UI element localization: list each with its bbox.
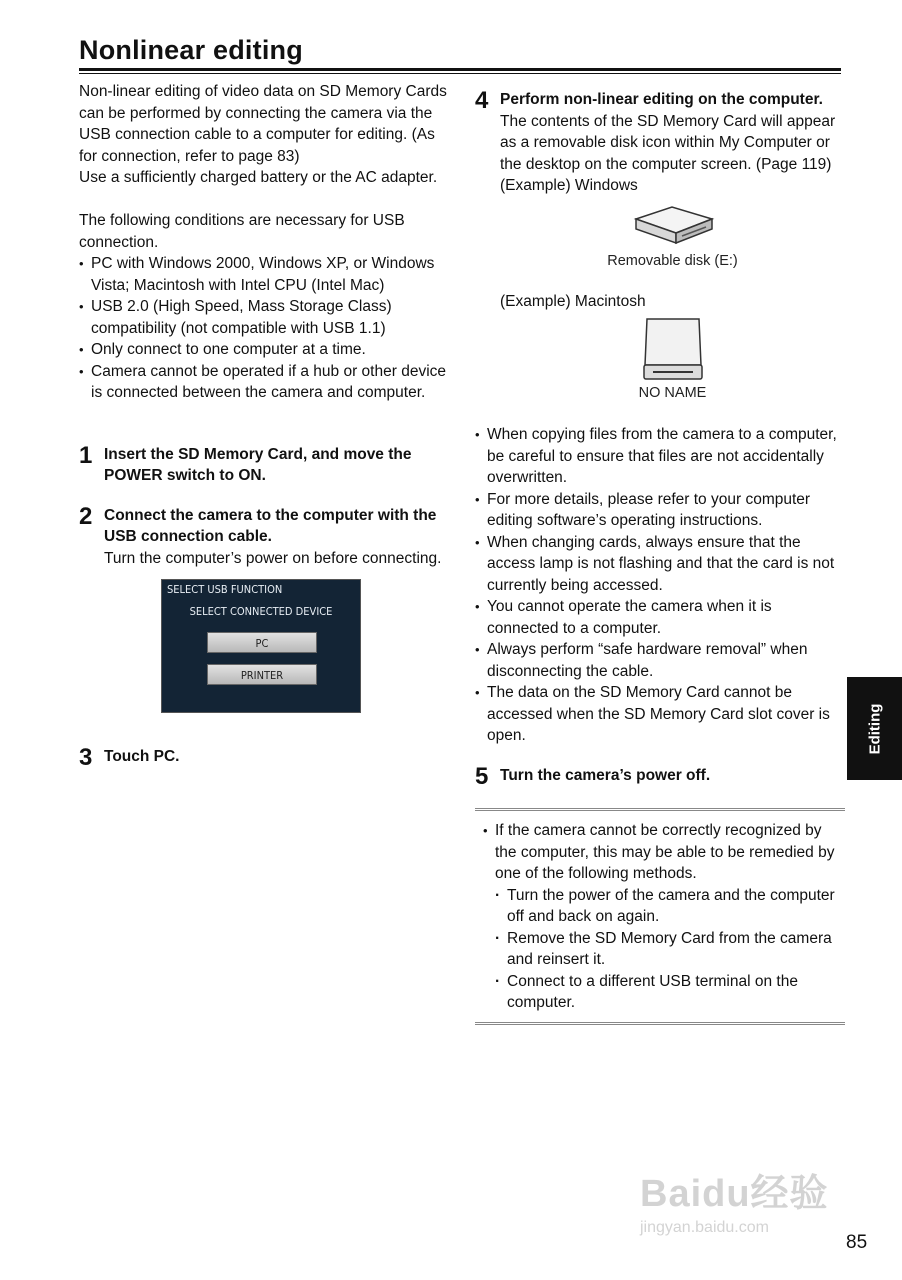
troubleshoot-lead: • If the camera cannot be correctly recognized by the computer, this may be able to be remedied by one of the following methods. [483, 820, 845, 885]
step-3 [79, 744, 449, 771]
troubleshoot-methods [483, 885, 845, 1014]
conditions-lead: The following conditions are necessary for USB connection. [79, 212, 405, 251]
conditions-list [79, 253, 449, 404]
step-number: 3 [79, 744, 93, 771]
step-heading: Connect the camera to the computer with the USB connection cable. [104, 506, 437, 545]
watermark-url: jingyan.baidu.com [640, 1219, 769, 1236]
note-item: • Always perform “safe hardware removal” when disconnecting the cable. [475, 639, 845, 682]
usb-screen-subtitle: SELECT CONNECTED DEVICE [189, 605, 333, 618]
right-column [475, 89, 845, 1025]
method-item: · Remove the SD Memory Card from the camera and reinsert it. [495, 928, 845, 971]
step-body: The contents of the SD Memory Card will appear as a removable disk icon within My Computer or the desktop on the computer screen. (Page 119) [500, 112, 836, 173]
step-number: 1 [79, 441, 93, 469]
method-item: · Turn the power of the camera and the computer off and back on again. [495, 885, 845, 928]
title-rule [79, 68, 841, 71]
usb-screen-title: SELECT USB FUNCTION [167, 583, 283, 596]
troubleshoot-list [483, 820, 845, 885]
removable-disk-icon [628, 203, 718, 249]
step-heading: Insert the SD Memory Card, and move the POWER switch to ON. [104, 445, 412, 484]
section-tab [847, 677, 902, 780]
step-number: 2 [79, 502, 93, 530]
note-item: • When changing cards, always ensure that the access lamp is not flashing and that the card is not currently being accessed. [475, 532, 845, 597]
note-item: • When copying files from the camera to a computer, be careful to ensure that files are not accidentally overwritten. [475, 424, 845, 489]
condition-item: • USB 2.0 (High Speed, Mass Storage Class) compatibility (not compatible with USB 1.1) [79, 296, 449, 339]
usb-function-screen [161, 579, 361, 713]
step-number: 4 [475, 87, 489, 114]
step-heading: Touch PC. [104, 748, 180, 765]
battery-note: Use a sufficiently charged battery or the AC adapter. [79, 169, 438, 186]
condition-item: • Camera cannot be operated if a hub or other device is connected between the camera and computer. [79, 361, 449, 404]
title-rule-thin [79, 73, 841, 74]
troubleshoot-box [475, 808, 845, 1025]
mac-disk-caption: NO NAME [638, 384, 707, 401]
printer-option-button[interactable]: PRINTER [207, 664, 317, 685]
left-column [79, 81, 449, 771]
windows-disk-example [500, 203, 845, 273]
mac-drive-icon [641, 315, 705, 385]
intro-paragraph: Non-linear editing of video data on SD Memory Cards can be performed by connecting the camera via the USB connection cable to a computer for editing. (As for connection, refer to page 83) [79, 83, 447, 165]
step-4 [475, 89, 845, 197]
mac-disk-example [500, 315, 845, 405]
page-number: 85 [846, 1232, 868, 1253]
watermark [640, 1150, 850, 1250]
note-item: • You cannot operate the camera when it is connected to a computer. [475, 596, 845, 639]
condition-item: • PC with Windows 2000, Windows XP, or Windows Vista; Macintosh with Intel CPU (Intel Mac) [79, 253, 449, 296]
note-item: • The data on the SD Memory Card cannot be accessed when the SD Memory Card slot cover is open. [475, 682, 845, 747]
step-2 [79, 502, 449, 714]
pc-option-button[interactable]: PC [207, 632, 317, 653]
step-heading: Perform non-linear editing on the computer. [500, 91, 823, 108]
watermark-logo: Baidu经验 [640, 1173, 829, 1215]
mac-example-label: (Example) Macintosh [500, 293, 646, 310]
page-title: Nonlinear editing [79, 35, 303, 65]
note-item: • For more details, please refer to your computer editing software’s operating instructions. [475, 489, 845, 532]
condition-item: • Only connect to one computer at a time. [79, 339, 449, 361]
step-heading: Turn the camera’s power off. [500, 766, 711, 784]
windows-example-label: (Example) Windows [500, 177, 638, 194]
step-number: 5 [475, 762, 489, 790]
step-5 [475, 762, 845, 790]
notes-list [475, 424, 845, 747]
step-body: Turn the computer’s power on before connecting. [104, 549, 442, 567]
section-tab-label: Editing [865, 703, 883, 754]
windows-disk-caption: Removable disk (E:) [607, 252, 738, 269]
step-1 [79, 441, 449, 487]
method-item: · Connect to a different USB terminal on the computer. [495, 971, 845, 1014]
